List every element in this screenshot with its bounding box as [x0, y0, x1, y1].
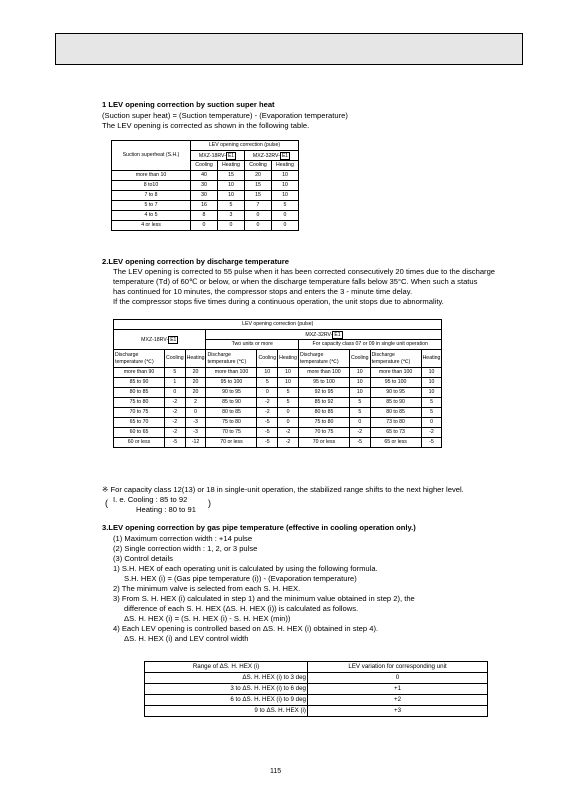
table-cell: 70 to 75	[298, 428, 349, 438]
table-cell: 92 to 95	[298, 388, 349, 398]
table-cell: +2	[308, 695, 488, 706]
table-row	[112, 171, 299, 181]
dt-header: Discharge temperature (℃)	[298, 350, 349, 368]
table-cell: 5	[349, 408, 370, 418]
section3-line: (2) Single correction width : 1, 2, or 3 pulse	[113, 544, 258, 553]
heating-header: Heating	[185, 350, 206, 368]
section3-line: ΔS. H. HEX (i) = (S. H. HEX (i) - S. H. HEX (min))	[124, 614, 291, 623]
table-cell: 0	[218, 221, 245, 231]
table-cell: 15	[218, 171, 245, 181]
table-cell: 80 to 85	[206, 408, 257, 418]
table-cell: 85 to 92	[298, 398, 349, 408]
table-cell: 3	[218, 211, 245, 221]
table-cell: 10	[421, 368, 442, 378]
table-cell: 0	[245, 221, 272, 231]
dt-header: Discharge temperature (℃)	[370, 350, 421, 368]
table-cell: more than 10	[112, 171, 191, 181]
model-header: MXZ-32RV- E1	[206, 330, 442, 340]
hex-header: Range of ΔS. H. HEX (i)	[145, 662, 308, 673]
table-cell: 1	[165, 378, 186, 388]
table-cell: 10	[421, 378, 442, 388]
table-cell: 95 to 100	[298, 378, 349, 388]
section3-line: ΔS. H. HEX (i) and LEV control width	[124, 634, 249, 643]
table-cell: 10	[349, 378, 370, 388]
hex-table	[144, 661, 488, 717]
col-header-superheat: Suction superheat (S.H.)	[112, 141, 191, 171]
table-cell: 10	[349, 368, 370, 378]
table-cell: 70 or less	[206, 438, 257, 448]
section1-line2: The LEV opening is corrected as shown in the following table.	[102, 121, 310, 130]
table-cell: 15	[245, 181, 272, 191]
table-cell: 4 or less	[112, 221, 191, 231]
table-cell: 0	[278, 408, 299, 418]
subcol-header: Cooling	[191, 161, 218, 171]
section3-line: difference of each S. H. HEX (ΔS. H. HEX (i)) is calculated as follows.	[124, 604, 359, 613]
table-cell: 15	[245, 191, 272, 201]
section3-line: (1) Maximum correction width : +14 pulse	[113, 534, 253, 543]
table-row	[114, 438, 442, 448]
table-cell: 65 or less	[370, 438, 421, 448]
table-cell: 80 to 85	[298, 408, 349, 418]
table-cell: 10	[257, 368, 278, 378]
table-cell: 95 to 100	[370, 378, 421, 388]
discharge-table	[113, 319, 442, 448]
heating-header: Heating	[421, 350, 442, 368]
section3-line: S.H. HEX (i) = (Gas pipe temperature (i)) - (Evaporation temperature)	[124, 574, 357, 583]
subcol-header: Heating	[218, 161, 245, 171]
section2-line: If the compressor stops five times during a continuous operation, the unit stops due to abnormality.	[113, 297, 444, 306]
table-cell: 60 or less	[114, 438, 165, 448]
table-cell: 5	[421, 408, 442, 418]
table-cell: 7 to 8	[112, 191, 191, 201]
table-row	[112, 201, 299, 211]
table-cell: 2	[185, 398, 206, 408]
table-cell: -2	[278, 428, 299, 438]
table-cell: 80 to 85	[370, 408, 421, 418]
table-cell: 5	[218, 201, 245, 211]
table-cell: 5	[278, 388, 299, 398]
table-cell: +3	[308, 706, 488, 717]
table-row	[114, 408, 442, 418]
table-row	[114, 368, 442, 378]
table-cell: more than 100	[370, 368, 421, 378]
table-cell: 80 to 85	[114, 388, 165, 398]
table-cell: 75 to 80	[298, 418, 349, 428]
cooling-header: Cooling	[165, 350, 186, 368]
table-cell: 5 to 7	[112, 201, 191, 211]
e1-badge: E1	[281, 152, 289, 159]
table-cell: 5	[272, 201, 299, 211]
table-cell: -5	[257, 418, 278, 428]
table-row	[114, 428, 442, 438]
table-cell: more than 100	[298, 368, 349, 378]
section3-line: 4) Each LEV opening is controlled based on ΔS. H. HEX (i) obtained in step 4).	[113, 624, 379, 633]
table-cell: 85 to 90	[114, 378, 165, 388]
table-cell: -2	[421, 428, 442, 438]
header-bar	[55, 33, 523, 65]
table-cell: 95 to 100	[206, 378, 257, 388]
section3-line: (3) Control details	[113, 554, 173, 563]
table-row	[112, 191, 299, 201]
group-header: LEV opening correction (pulse)	[191, 141, 299, 151]
table-row	[114, 388, 442, 398]
table-cell: more than 90	[114, 368, 165, 378]
table-cell: 10	[272, 191, 299, 201]
subcol-header: Cooling	[245, 161, 272, 171]
page-number: 115	[270, 768, 282, 775]
table-cell: -2	[349, 428, 370, 438]
table-row	[114, 398, 442, 408]
hex-header: LEV variation for corresponding unit	[308, 662, 488, 673]
table-cell: -2	[257, 398, 278, 408]
table-cell: 30	[191, 191, 218, 201]
table-cell: 0	[165, 388, 186, 398]
model-header: MXZ-18RV- E1	[191, 151, 245, 161]
section2-title: 2.LEV opening correction by discharge temperature	[102, 257, 289, 266]
table-cell: 20	[185, 388, 206, 398]
table-cell: 85 to 90	[370, 398, 421, 408]
table-cell: 0	[257, 388, 278, 398]
table-cell: 65 to 73	[370, 428, 421, 438]
table-cell: 90 to 95	[206, 388, 257, 398]
table-cell: 7	[245, 201, 272, 211]
table-cell: 0	[349, 418, 370, 428]
model-header: MXZ-18RV- E1	[114, 330, 206, 350]
table-cell: 8 to10	[112, 181, 191, 191]
table-cell: -2	[165, 398, 186, 408]
table-cell: 0	[308, 673, 488, 684]
table-cell: 5	[349, 398, 370, 408]
table-cell: 0	[278, 418, 299, 428]
superheat-table	[111, 140, 299, 231]
note-ie-heating: Heating : 80 to 91	[136, 505, 196, 514]
dt-header: Discharge temperature (℃)	[114, 350, 165, 368]
table-cell: 0	[272, 221, 299, 231]
section1-title: 1 LEV opening correction by suction super heat	[102, 100, 275, 109]
table-row	[112, 181, 299, 191]
table-cell: -2	[257, 408, 278, 418]
table-cell: 10	[218, 191, 245, 201]
table-cell: 20	[185, 368, 206, 378]
table-cell: -3	[185, 428, 206, 438]
table-cell: 70 to 75	[206, 428, 257, 438]
table-cell: 75 to 80	[114, 398, 165, 408]
table-cell: 10	[272, 181, 299, 191]
table-cell: 60 to 65	[114, 428, 165, 438]
table-row	[114, 378, 442, 388]
table-cell: -5	[257, 438, 278, 448]
e1-badge: E1	[170, 336, 177, 343]
table-cell: -5	[421, 438, 442, 448]
section2-line: has continued for 10 minutes, the compressor stops and enters the 3 - minute time delay.	[113, 287, 413, 296]
capacity-note: ※ For capacity class 12(13) or 18 in single-unit operation, the stabilized range shifts to the next higher level.	[102, 485, 464, 494]
table-row	[112, 211, 299, 221]
note-ie-cooling: I. e. Cooling : 85 to 92	[113, 495, 188, 504]
table-cell: 10	[349, 388, 370, 398]
table-cell: -5	[257, 428, 278, 438]
table-cell: 30	[191, 181, 218, 191]
table-cell: 75 to 80	[206, 418, 257, 428]
table-cell: 5	[278, 398, 299, 408]
table-cell: -5	[349, 438, 370, 448]
left-brace: (	[105, 498, 108, 508]
table-cell: 10	[272, 171, 299, 181]
table-cell: 20	[185, 378, 206, 388]
table-cell: 90 to 95	[370, 388, 421, 398]
section3-line: 2) The minimum valve is selected from each S. H. HEX.	[113, 584, 301, 593]
table-cell: 6 to ΔS. H. HEX (i) to 9 deg	[145, 695, 308, 706]
table-cell: 10	[278, 368, 299, 378]
table-cell: 10	[278, 378, 299, 388]
model-header: MXZ-32RV- E1	[245, 151, 299, 161]
table-cell: +1	[308, 684, 488, 695]
section3-line: 3) From S. H. HEX (i) calculated in step 1) and the minimum value obtained in step 2), the	[113, 594, 415, 603]
heating-header: Heating	[278, 350, 299, 368]
subgroup-header: Two units or more	[206, 340, 298, 350]
section2-line: temperature (Td) of 60℃ or below, or when the discharge temperature falls below 35°C. When such a status	[113, 277, 478, 286]
table-cell: 70 or less	[298, 438, 349, 448]
table-cell: 0	[191, 221, 218, 231]
table-cell: 0	[245, 211, 272, 221]
section3-title: 3.LEV opening correction by gas pipe temperature (effective in cooling operation only.)	[102, 523, 416, 532]
table-cell: 3 to ΔS. H. HEX (i) to 6 deg	[145, 684, 308, 695]
table-cell: -5	[165, 438, 186, 448]
table-cell: 70 to 75	[114, 408, 165, 418]
table-cell: 8	[191, 211, 218, 221]
table-cell: 5	[165, 368, 186, 378]
group-header: LEV opening correction (pulse)	[114, 320, 442, 330]
table-cell: 40	[191, 171, 218, 181]
table-cell: 16	[191, 201, 218, 211]
table-cell: 10	[218, 181, 245, 191]
section3-line: 1) S.H. HEX of each operating unit is calculated by using the following formula.	[113, 564, 378, 573]
cooling-header: Cooling	[349, 350, 370, 368]
table-cell: 65 to 70	[114, 418, 165, 428]
table-cell: -2	[165, 418, 186, 428]
table-cell: 4 to 5	[112, 211, 191, 221]
table-cell: -2	[278, 438, 299, 448]
section1-line1: (Suction super heat) = (Suction temperature) - (Evaporation temperature)	[102, 111, 348, 120]
table-cell: 5	[257, 378, 278, 388]
table-cell: 85 to 90	[206, 398, 257, 408]
table-row	[145, 695, 488, 706]
table-cell: 0	[272, 211, 299, 221]
e1-badge: E1	[334, 331, 341, 338]
table-cell: -3	[185, 418, 206, 428]
table-cell: 0	[185, 408, 206, 418]
table-cell: -12	[185, 438, 206, 448]
table-row	[112, 221, 299, 231]
table-cell: -2	[165, 408, 186, 418]
subgroup-header: For capacity class 07 or 09 in single unit operation	[298, 340, 441, 350]
table-row	[145, 706, 488, 717]
e1-badge: E1	[227, 152, 235, 159]
dt-header: Discharge temperature (℃)	[206, 350, 257, 368]
table-cell: 73 to 80	[370, 418, 421, 428]
table-cell: 20	[245, 171, 272, 181]
table-cell: ΔS. H. HEX (i) to 3 deg	[145, 673, 308, 684]
table-row	[114, 418, 442, 428]
table-row	[145, 673, 488, 684]
right-brace: )	[208, 498, 211, 508]
subcol-header: Heating	[272, 161, 299, 171]
table-cell: more than 100	[206, 368, 257, 378]
table-row	[145, 684, 488, 695]
cooling-header: Cooling	[257, 350, 278, 368]
section2-line: The LEV opening is corrected to 55 pulse when it has been corrected consecutively 20 times due to the discharge	[113, 267, 496, 276]
table-cell: -2	[165, 428, 186, 438]
table-cell: 0	[421, 418, 442, 428]
table-cell: 5	[421, 398, 442, 408]
table-cell: 9 to ΔS. H. HEX (i)	[145, 706, 308, 717]
table-cell: 10	[421, 388, 442, 398]
